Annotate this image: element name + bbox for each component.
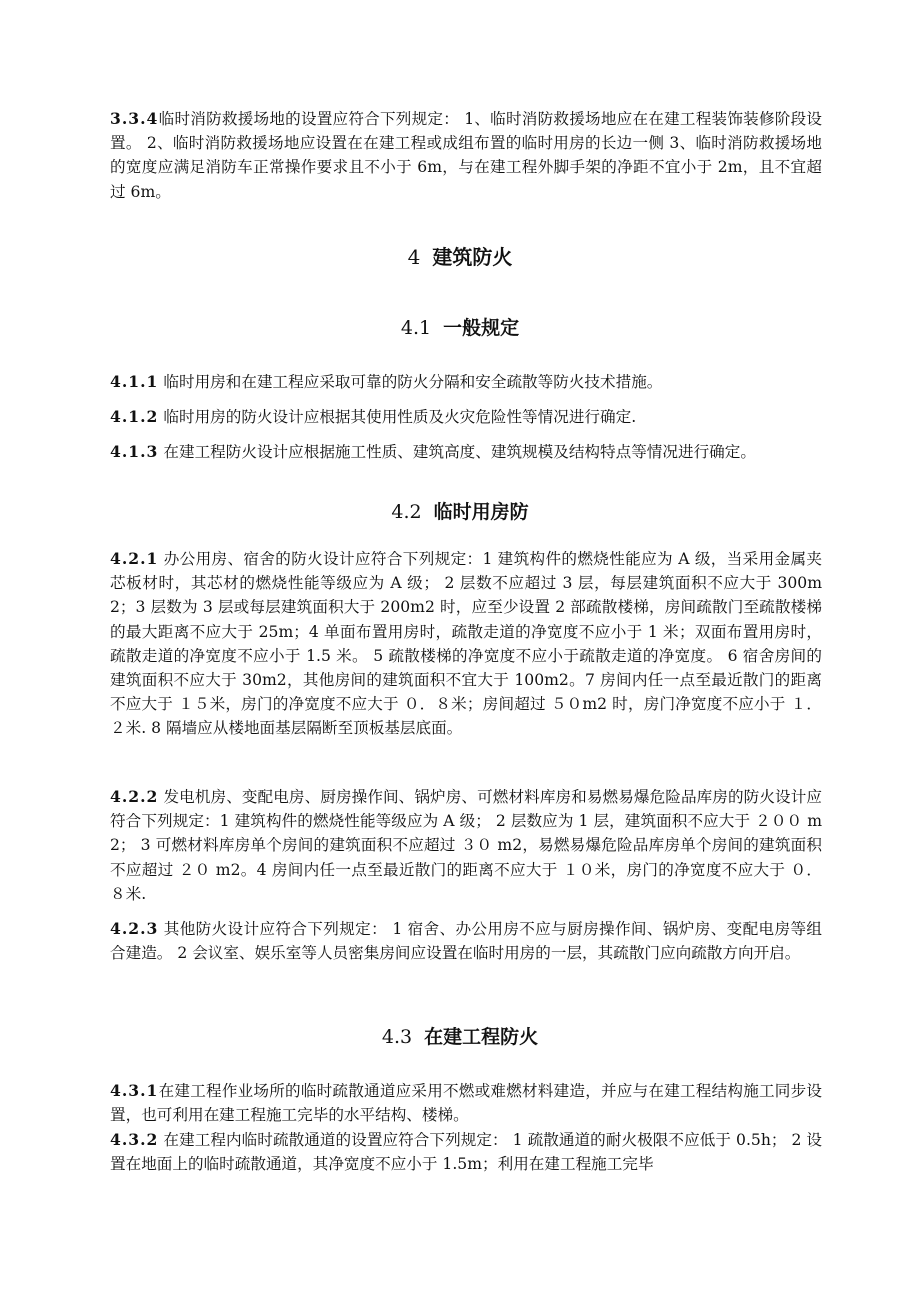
clause-number: 4.1.3 xyxy=(110,442,159,461)
clause-4-2-2 xyxy=(110,785,822,906)
clause-number: 4.1.2 xyxy=(110,407,159,426)
clause-text: 在建工程作业场所的临时疏散通道应采用不燃或难燃材料建造，并应与在建工程结构施工同步设置，也可利用在建工程施工完毕的水平结构、楼梯。 xyxy=(110,1082,822,1125)
clause-number: 4.2.3 xyxy=(110,919,159,938)
clause-4-1-2 xyxy=(110,405,822,429)
clause-text: 其他防火设计应符合下列规定： 1 宿舍、办公用房不应与厨房操作间、锅炉房、变配电房等组合建造。 2 会议室、娱乐室等人员密集房间应设置在临时用房的一层，其疏散门应向疏散方向开启。 xyxy=(110,920,822,963)
section-title: 建筑防火 xyxy=(432,245,513,269)
section-number: 4.1 xyxy=(400,317,432,339)
section-title: 临时用房防 xyxy=(433,501,529,523)
clause-4-1-1 xyxy=(110,370,822,394)
section-heading-4-1 xyxy=(0,313,920,340)
clause-number: 4.2.1 xyxy=(110,549,159,568)
clause-4-3-2 xyxy=(110,1128,822,1176)
section-number: 4.2 xyxy=(391,501,422,523)
clause-text: 临时用房的防火设计应根据其使用性质及火灾危险性等情况进行确定. xyxy=(158,408,637,426)
section-title: 在建工程防火 xyxy=(424,1026,539,1048)
clause-text: 临时用房和在建工程应采取可靠的防火分隔和安全疏散等防火技术措施。 xyxy=(158,373,663,391)
section-number: 4 xyxy=(407,245,421,269)
clause-text: 办公用房、宿舍的防火设计应符合下列规定：1 建筑构件的燃烧性能应为 A 级，当采用金属夹芯板材时，其芯材的燃烧性能等级应为 A 级； 2 层数不应超过 3 层，每层建筑面积不应大于 300m2；3 层数为 3 层或每层建筑面积大于 200m2 时，应至少设置 2 部疏散楼梯，房间疏散门至疏散楼梯的最大距离不应大于 25m；4 单面布置用房时，疏散走道的净宽度不应小于 1 米；双面布置用房时，疏散走道的净宽度不应小于 1.5 米。 5 疏散楼梯的净宽度不应小于疏散走道的净宽度。 6 宿舍房间的建筑面积不应大于 30m2，其他房间的建筑面积不宜大于 100m2。7 房间内任一点至最近散门的距离不应大于 １５米，房门的净宽度不应大于 ０．８米；房间超过 ５０m2 时，房门净宽度不应小于 １．２米. 8 隔墙应从楼地面基层隔断至顶板基层底面。 xyxy=(110,550,822,738)
section-heading-4-2 xyxy=(0,497,920,524)
clause-4-3-1 xyxy=(110,1079,822,1127)
clause-number: 4.1.1 xyxy=(110,372,159,391)
clause-text: 在建工程防火设计应根据施工性质、建筑高度、建筑规模及结构特点等情况进行确定。 xyxy=(158,443,756,461)
clause-4-1-3 xyxy=(110,440,822,464)
clause-text: 发电机房、变配电房、厨房操作间、锅炉房、可燃材料库房和易燃易爆危险品库房的防火设计应符合下列规定：1 建筑构件的燃烧性能等级应为 A 级； 2 层数应为 1 层，建筑面积不应大于 ２００ m2； 3 可燃材料库房单个房间的建筑面积不应超过 ３０ m2，易燃易爆危险品库房单个房间的建筑面积不应超过 ２０ m2。4 房间内任一点至最近散门的距离不应大于 １０米，房门的净宽度不应大于 ０．８米. xyxy=(110,788,822,903)
section-number: 4.3 xyxy=(381,1026,413,1048)
clause-number: 4.2.2 xyxy=(110,787,159,806)
clause-number: 4.3.1 xyxy=(110,1081,159,1100)
clause-4-2-3 xyxy=(110,917,822,965)
clause-number: 4.3.2 xyxy=(110,1130,159,1149)
clause-3-3-4 xyxy=(110,107,822,204)
section-heading-4-3 xyxy=(0,1022,920,1049)
clause-4-2-1 xyxy=(110,547,822,741)
clause-text: 在建工程内临时疏散通道的设置应符合下列规定： 1 疏散通道的耐火极限不应低于 0.5h； 2 设置在地面上的临时疏散通道，其净宽度不应小于 1.5m；利用在建工程施工完毕 xyxy=(110,1131,822,1174)
section-title: 一般规定 xyxy=(443,317,520,339)
section-heading-4 xyxy=(0,241,920,270)
clause-number: 3.3.4 xyxy=(110,109,159,128)
clause-text: 临时消防救援场地的设置应符合下列规定： 1、临时消防救援场地应在在建工程装饰装修阶段设置。 2、临时消防救援场地应设置在在建工程或成组布置的临时用房的长边一侧 3、临时消防救援场地的宽度应满足消防车正常操作要求且不小于 6m，与在建工程外脚手架的净距不宜小于 2m，且不宜超过 6m。 xyxy=(110,110,822,201)
